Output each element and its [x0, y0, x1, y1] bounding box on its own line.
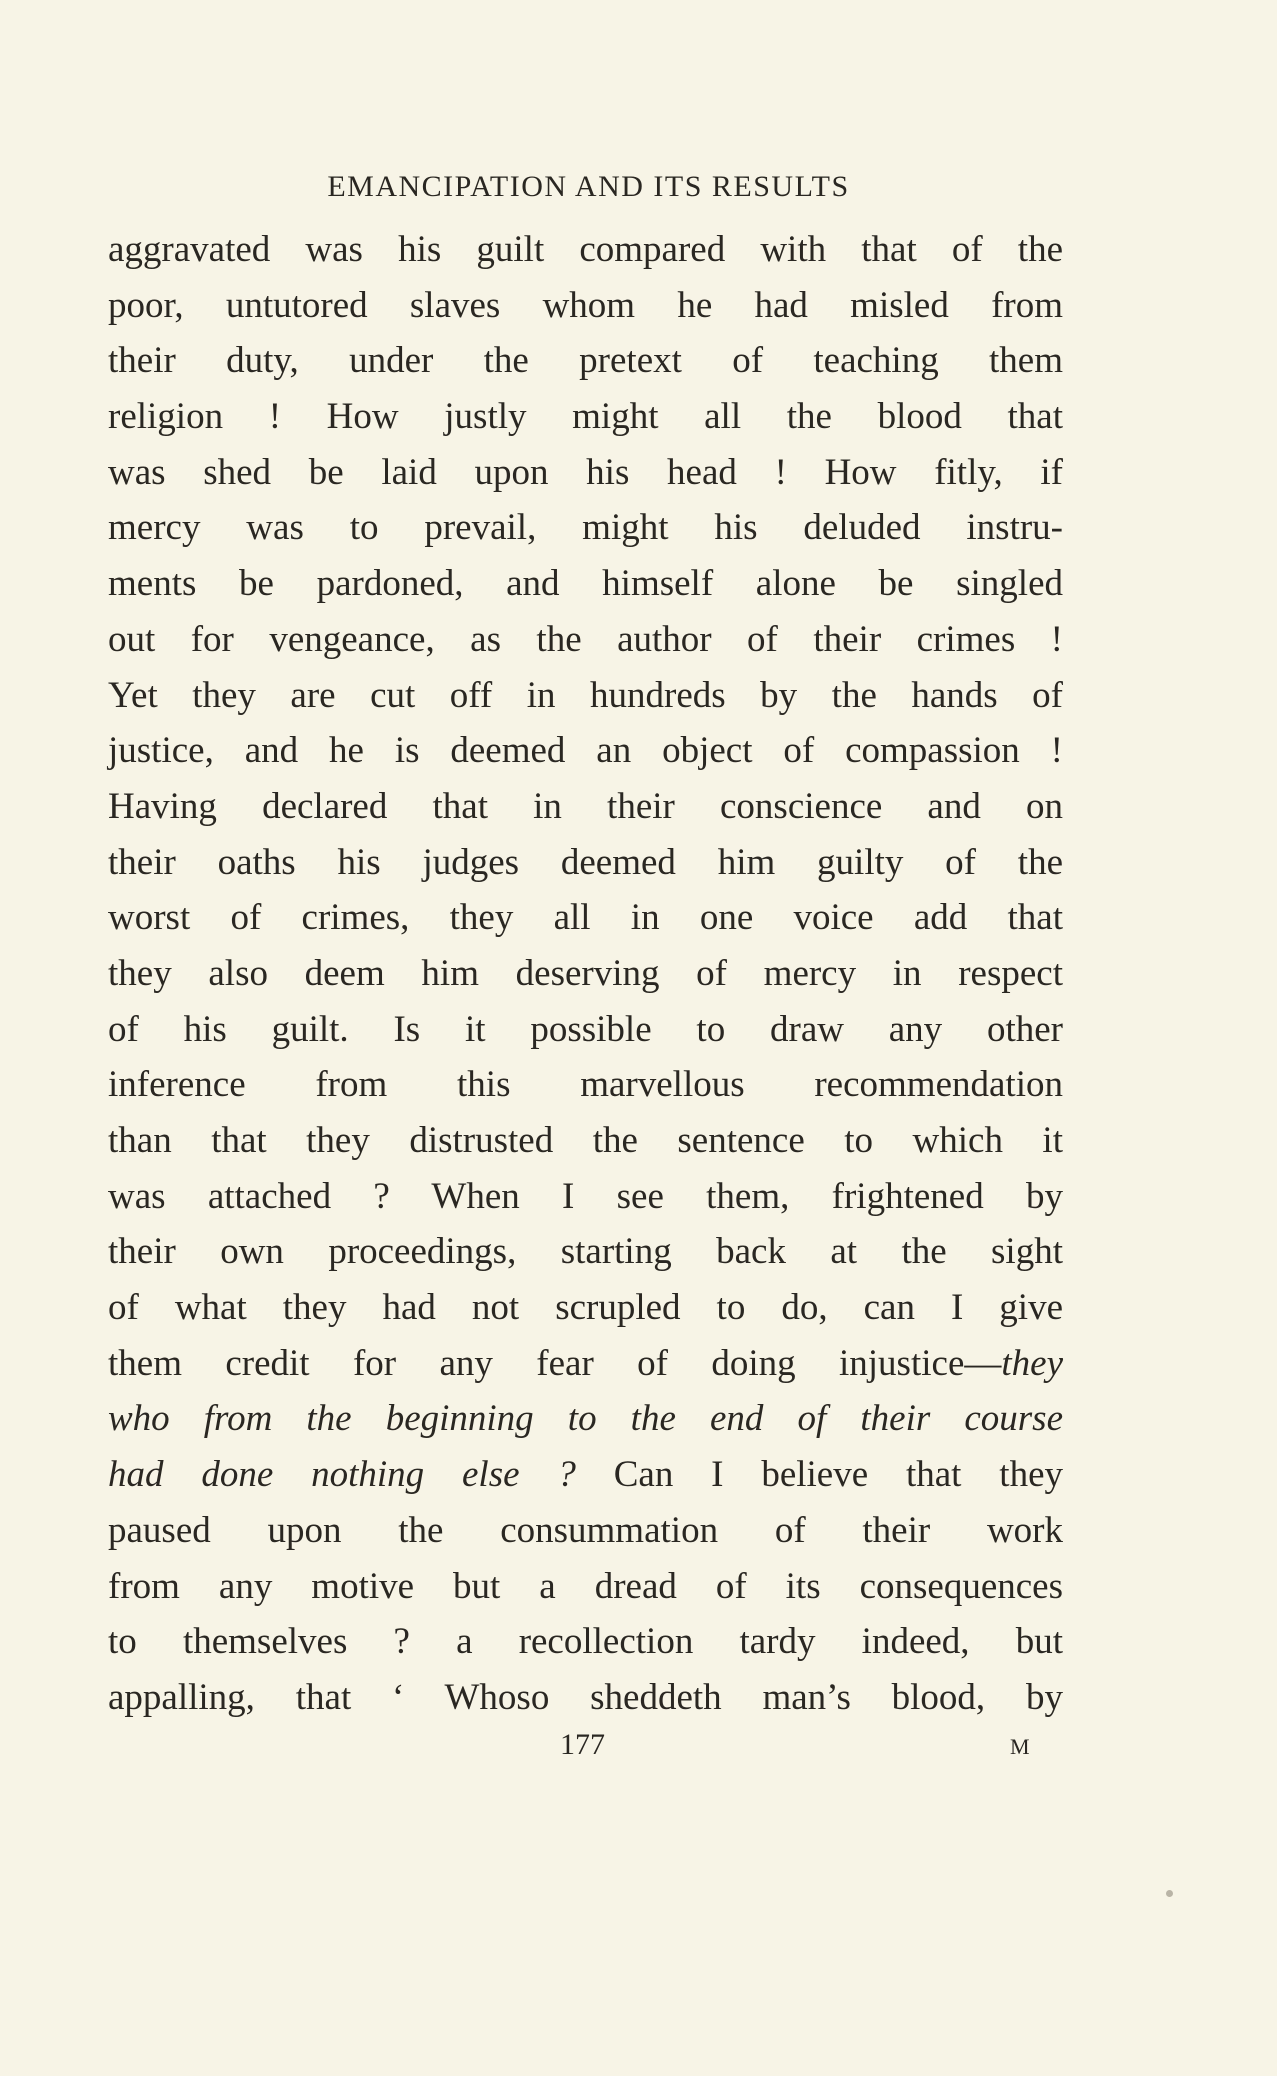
text-line: of his guilt. Is it possible to draw any other: [108, 1008, 1063, 1050]
text-line: justice, and he is deemed an object of compassion !: [108, 730, 1063, 772]
body-text: [108, 222, 1063, 1726]
text-line: appalling, that ‘ Whoso sheddeth man’s blood, by: [108, 1676, 1063, 1718]
text-line-italic: who from the beginning to the end of their course: [108, 1398, 1063, 1440]
text-line: aggravated was his guilt compared with that of the: [108, 229, 1063, 270]
text-line-mixed: [108, 1336, 1063, 1392]
text-line: to themselves ? a recollection tardy indeed, but: [108, 1621, 1063, 1663]
paper-speck: [1166, 1890, 1173, 1897]
text-line: than that they distrusted the sentence to which it: [108, 1120, 1063, 1161]
text-line-italic-part: they: [1001, 1342, 1063, 1384]
page-number: 177: [560, 1728, 605, 1761]
text-line: Yet they are cut off in hundreds by the hands of: [108, 674, 1063, 716]
text-line: religion ! How justly might all the blood that: [108, 396, 1063, 438]
text-line: they also deem him deserving of mercy in respect: [108, 952, 1063, 994]
text-line-mixed: [108, 1447, 1063, 1503]
text-line: their own proceedings, starting back at the sight: [108, 1231, 1063, 1273]
running-head: EMANCIPATION AND ITS RESULTS: [327, 170, 850, 203]
text-line: paused upon the consummation of their work: [108, 1509, 1063, 1551]
text-line: worst of crimes, they all in one voice add that: [108, 897, 1063, 939]
text-line: inference from this marvellous recommendation: [108, 1064, 1063, 1106]
text-line: Having declared that in their conscience and on: [108, 785, 1063, 827]
text-line: from any motive but a dread of its consequences: [108, 1565, 1063, 1607]
text-line-roman-part: Can I believe that they: [575, 1454, 1064, 1496]
text-line: their oaths his judges deemed him guilty of the: [108, 841, 1063, 883]
text-line: mercy was to prevail, might his deluded instru-: [108, 507, 1063, 549]
signature-mark: M: [1010, 1734, 1031, 1759]
text-line: was attached ? When I see them, frightened by: [108, 1175, 1063, 1217]
text-line: was shed be laid upon his head ! How fitly, if: [108, 451, 1063, 493]
text-line: their duty, under the pretext of teaching them: [108, 340, 1063, 382]
text-line-italic-part: had done nothing else ?: [108, 1454, 576, 1496]
text-line: out for vengeance, as the author of their crimes !: [108, 618, 1063, 660]
text-line: poor, untutored slaves whom he had misled from: [108, 284, 1063, 326]
text-line-roman-part: them credit for any fear of doing injustice—: [108, 1342, 1002, 1384]
text-line: of what they had not scrupled to do, can I give: [108, 1287, 1063, 1329]
text-line: ments be pardoned, and himself alone be singled: [108, 563, 1063, 605]
